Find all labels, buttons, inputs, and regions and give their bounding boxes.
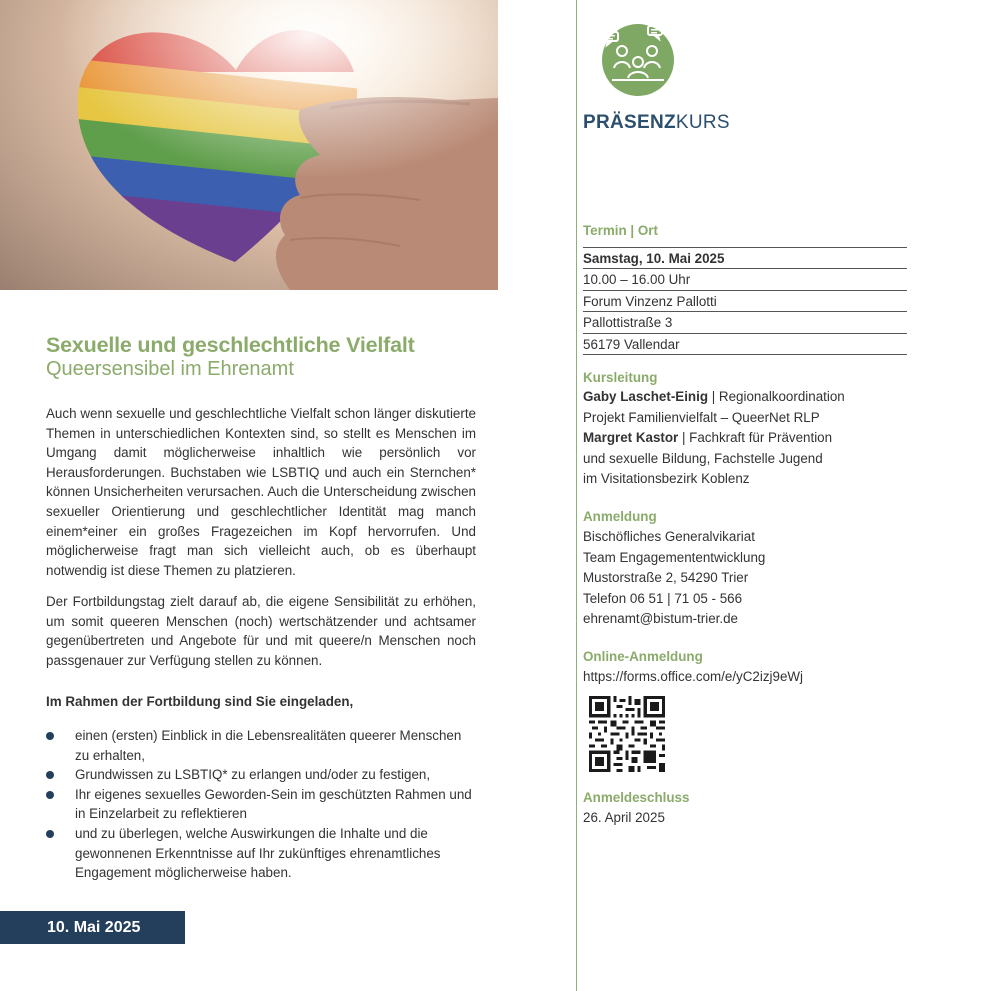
objectives-list bbox=[46, 726, 476, 883]
invite-heading: Im Rahmen der Fortbildung sind Sie eingeladen, bbox=[46, 694, 354, 709]
termin-venue: Forum Vinzenz Pallotti bbox=[583, 291, 907, 312]
termin-time: 10.00 – 16.00 Uhr bbox=[583, 269, 907, 290]
termin-date: Samstag, 10. Mai 2025 bbox=[583, 248, 907, 269]
kursleitung-label: Kursleitung bbox=[583, 370, 658, 385]
email-link[interactable]: ehrenamt@bistum-trier.de bbox=[583, 611, 738, 626]
rainbow-heart-photo bbox=[0, 0, 498, 290]
column-divider bbox=[576, 0, 577, 991]
termin-table bbox=[583, 247, 907, 355]
anmeldung-label: Anmeldung bbox=[583, 509, 657, 524]
termin-label: Termin | Ort bbox=[583, 223, 658, 238]
anmeldeschluss-label: Anmeldeschluss bbox=[583, 790, 690, 805]
course-title: Sexuelle und geschlechtliche Vielfalt bbox=[46, 333, 415, 357]
course-format-label: PRÄSENZKURS bbox=[583, 112, 730, 133]
date-badge: 10. Mai 2025 bbox=[0, 911, 185, 944]
anmeldeschluss-date: 26. April 2025 bbox=[583, 810, 665, 825]
termin-city: 56179 Vallendar bbox=[583, 334, 907, 355]
list-item: einen (ersten) Einblick in die Lebensrealitäten queerer Menschen zu erhalten, bbox=[46, 726, 476, 765]
termin-street: Pallottistraße 3 bbox=[583, 312, 907, 333]
hero-rainbow-heart-image bbox=[0, 0, 498, 290]
course-subtitle: Queersensibel im Ehrenamt bbox=[46, 358, 294, 380]
intro-paragraph: Auch wenn sexuelle und geschlechtliche Vielfalt schon länger diskutierte Themen in unterschiedlichen Kontexten sind, so stellt es Menschen im Umgang damit möglicherweise inhaltlich wie persönlich vor Herausforderungen. Buchstaben wie LSBTIQ und auch ein Sternchen* können Unsicherheiten verursachen. Auch die Unterscheidung zwischen sexueller Orientierung und geschlechtlicher Identität mag manch einem*einer ein großes Fragezeichen im Kopf hervorrufen. Und möglicherweise fragt man sich vielleicht auch, ob es überhaupt notwendig ist diese Themen zu platzieren. bbox=[46, 406, 476, 578]
anmeldung-details: Bischöfliches Generalvikariat Team Engagemententwicklung Mustorstraße 2, 54290 Trier Telefon 06 51 | 71 05 - 566 ehrenamt@bistum-trier.de bbox=[583, 527, 765, 630]
kursleitung-details: Gaby Laschet-Einig | Regionalkoordination Projekt Familienvielfalt – QueerNet RLP Margret Kastor | Fachkraft für Prävention und sexuelle Bildung, Fachstelle Jugend im Visitationsbezirk Koblenz bbox=[583, 389, 845, 486]
qr-code[interactable] bbox=[589, 696, 665, 772]
list-item: Grundwissen zu LSBTIQ* zu erlangen und/oder zu festigen, bbox=[46, 765, 476, 785]
bullet-dot-icon bbox=[46, 830, 54, 838]
goal-paragraph: Der Fortbildungstag zielt darauf ab, die eigene Sensibilität zu erhöhen, um somit queeren Menschen (noch) wertschätzender und achtsamer gegenübertreten und Angebote für und mit queere/n Menschen noch passgenauer zur Verfügung stellen zu können. bbox=[46, 594, 476, 668]
online-anmeldung-label: Online-Anmeldung bbox=[583, 649, 703, 664]
online-anmeldung-link[interactable]: https://forms.office.com/e/yC2izj9eWj bbox=[583, 669, 804, 684]
bullet-dot-icon bbox=[46, 771, 54, 779]
list-item: und zu überlegen, welche Auswirkungen die Inhalte und die gewonnenen Erkenntnisse auf Ihr zukünftiges ehrenamtliches Engagement möglicherweise haben. bbox=[46, 824, 476, 883]
bullet-dot-icon bbox=[46, 791, 54, 799]
discussion-group-icon bbox=[598, 18, 678, 98]
list-item: Ihr eigenes sexuelles Geworden-Sein im geschützten Rahmen und in Einzelarbeit zu reflektieren bbox=[46, 785, 476, 824]
bullet-dot-icon bbox=[46, 732, 54, 740]
